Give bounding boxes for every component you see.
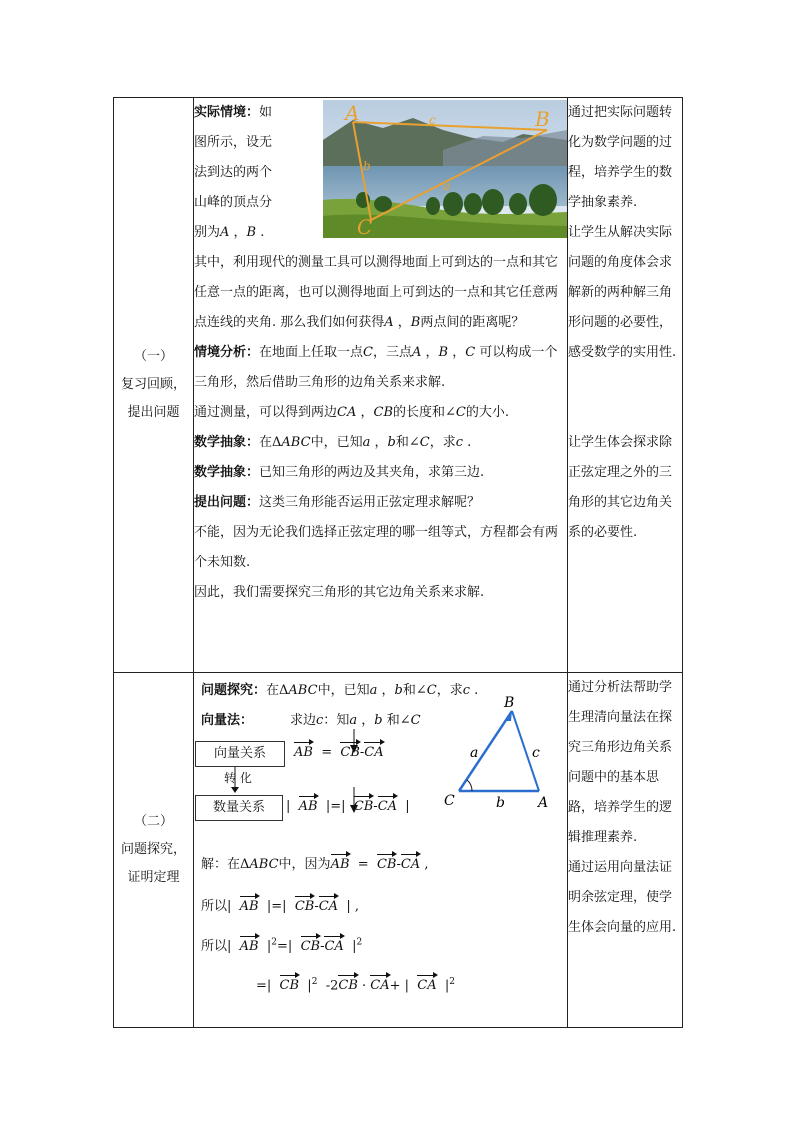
table-row bbox=[114, 673, 683, 1028]
measure-text: 通过测量，可以得到两边 bbox=[194, 405, 338, 420]
var-a: A bbox=[412, 345, 422, 360]
inquiry-text: 和 bbox=[402, 683, 416, 698]
solution-line-3: 所以| AB $|^2=|$ CB-CA $|^2$ bbox=[201, 937, 363, 954]
var-c: C bbox=[363, 345, 373, 360]
section-number: （二） bbox=[133, 814, 173, 829]
scenario-text: 别为 bbox=[194, 225, 221, 240]
analysis-text: 在地面上任取一点 bbox=[259, 345, 364, 360]
solution-text: 解：在 bbox=[201, 857, 241, 872]
goal-text: 知 bbox=[336, 713, 350, 728]
section-title-line: 证明定理 bbox=[127, 870, 180, 885]
transform-text: 转 bbox=[224, 771, 237, 785]
solution-line-4: =| CB $|^2$ -2CB · CA+ | CA $|^2$ bbox=[256, 977, 456, 994]
section-title-line: 问题探究， bbox=[120, 842, 186, 857]
abstract2-text: 已知三角形的两边及其夹角，求第三边. bbox=[259, 465, 485, 480]
photo-label-a: A bbox=[345, 101, 360, 125]
content-cell-1 bbox=[194, 98, 568, 673]
photo-label-b: B bbox=[535, 107, 550, 131]
var-b: B bbox=[246, 225, 257, 240]
solution-text: 所以 bbox=[201, 939, 228, 954]
vector-equation: AB = CB-CA bbox=[294, 745, 384, 760]
var-b: B bbox=[410, 315, 421, 330]
goal-text: 求边 bbox=[290, 713, 317, 728]
quantity-relation-box: 数量关系 bbox=[195, 795, 283, 821]
measure-text: 的长度和 bbox=[393, 405, 446, 420]
scenario-text: 别为A ，B . bbox=[194, 225, 265, 240]
goal-text: 和 bbox=[386, 713, 400, 728]
abstract-text: 在 bbox=[259, 435, 273, 450]
section-number: （一） bbox=[133, 349, 173, 364]
teaching-note: 让学生体会探求除正弦定理之外的三角形的其它边角关系的必要性. bbox=[568, 435, 673, 540]
photo-side-b: b bbox=[363, 159, 371, 173]
inquiry-line: 问题探究：在ΔABC中，已知a ，b和∠C，求c . bbox=[201, 683, 479, 698]
section-title-line: 提出问题 bbox=[127, 405, 180, 420]
abstract-label: 数学抽象： bbox=[194, 435, 260, 450]
var-c: C bbox=[465, 345, 476, 360]
diagram-side-b: b bbox=[496, 795, 505, 811]
analysis-text: 可以构成一个三角形，然后借助三角形的边角关系来求解. bbox=[194, 345, 558, 390]
scenario-text: 法到达的两个 bbox=[194, 165, 273, 180]
question-text: 这类三角形能否运用正弦定理求解呢？ bbox=[259, 495, 481, 510]
question-line bbox=[194, 488, 567, 518]
notes-cell-2 bbox=[568, 673, 683, 1028]
measure-text: 的大小. bbox=[465, 405, 510, 420]
solution-text: 所以 bbox=[201, 899, 228, 914]
para-text: 其中，利用现代的测量工具可以测得地面上可到达的一点和其它任意一点的距离，也可以测得地面上可到达的一点和其它任意两点连线的夹角. 那么我们如何获得 bbox=[194, 255, 559, 330]
vector-method-label: 向量法： bbox=[201, 713, 254, 728]
table-row bbox=[114, 98, 683, 673]
photo-side-a: a bbox=[443, 179, 451, 193]
goal-line: 求边c：知a ，b 和∠C bbox=[290, 713, 421, 728]
transform-label bbox=[224, 769, 252, 786]
inquiry-label: 问题探究： bbox=[201, 683, 267, 698]
measure-line: 通过测量，可以得到两边CA ，CB的长度和∠C的大小. bbox=[194, 405, 510, 420]
abstract2-label: 数学抽象： bbox=[194, 465, 260, 480]
teaching-note: 让学生从解决实际问题的角度体会求解新的两种解三角形问题的必要性，感受数学的实用性. bbox=[568, 225, 677, 360]
notes-cell-1 bbox=[568, 98, 683, 673]
lake-mountain-photo bbox=[323, 100, 567, 238]
solution-text: 中，因为 bbox=[278, 857, 331, 872]
inquiry-text: 在 bbox=[266, 683, 280, 698]
teaching-note: 通过把实际问题转化为数学问题的过程，培养学生的数学抽象素养. bbox=[568, 105, 673, 210]
conclusion-text: 因此，我们需要探究三角形的其它边角关系来求解. bbox=[194, 585, 485, 600]
abstract-text: ，求 bbox=[429, 435, 456, 450]
section-title-line: 复习回顾， bbox=[120, 377, 186, 392]
section-label-2 bbox=[114, 673, 194, 1028]
inquiry-text: 中，已知 bbox=[317, 683, 370, 698]
triangle-diagram bbox=[442, 695, 562, 815]
question-label: 提出问题： bbox=[194, 495, 260, 510]
analysis-line: 情境分析：在地面上任取一点C，三点A ，B ，C 可以构成一个三角形，然后借助三角形的边角关系来求解. bbox=[194, 345, 558, 390]
transform-text: 化 bbox=[239, 771, 252, 785]
scenario-text: 山峰的顶点分 bbox=[194, 195, 273, 210]
lesson-table bbox=[113, 97, 683, 1028]
abstract-text: 中，已知 bbox=[310, 435, 363, 450]
content-cell-2 bbox=[194, 673, 568, 1028]
magnitude-equation: | AB |=| CB-CA | bbox=[286, 799, 410, 814]
teaching-note: 通过运用向量法证明余弦定理，使学生体会向量的应用. bbox=[568, 860, 677, 935]
var-a: A bbox=[384, 315, 394, 330]
var-a: A bbox=[220, 225, 230, 240]
scenario-text: 如 bbox=[259, 105, 273, 120]
answer-text: 不能，因为无论我们选择正弦定理的哪一组等式，方程都会有两个未知数. bbox=[194, 525, 559, 570]
photo-label-c: C bbox=[357, 215, 373, 238]
analysis-text: ，三点 bbox=[372, 345, 412, 360]
para-text: 两点间的距离呢？ bbox=[420, 315, 525, 330]
section-label-1 bbox=[114, 98, 194, 673]
solution-line-2: 所以| AB |=| CB-CA | , bbox=[201, 899, 359, 914]
teaching-note: 通过分析法帮助学生理清向量法在探究三角形边角关系问题中的基本思路，培养学生的逻辑推理素养. bbox=[568, 680, 673, 845]
scenario-text: 图所示，设无 bbox=[194, 135, 273, 150]
diagram-label-a: A bbox=[538, 795, 549, 811]
scenario-label: 实际情境： bbox=[194, 105, 260, 120]
para-1: 其中，利用现代的测量工具可以测得地面上可到达的一点和其它任意一点的距离，也可以测得地面上可到达的一点和其它任意两点连线的夹角. 那么我们如何获得A ，B两点间的距离呢？ bbox=[194, 255, 559, 330]
diagram-side-c: c bbox=[532, 745, 540, 761]
vector-relation-box: 向量关系 bbox=[195, 741, 285, 767]
photo-side-c: c bbox=[429, 113, 436, 127]
abstract-line: 数学抽象：在ΔABC中，已知a ，b和∠C，求c . bbox=[194, 435, 472, 450]
diagram-side-a: a bbox=[470, 745, 479, 761]
inquiry-text: ，求 bbox=[436, 683, 463, 698]
analysis-label: 情境分析： bbox=[194, 345, 260, 360]
var-b: B bbox=[438, 345, 449, 360]
diagram-label-c: C bbox=[444, 793, 455, 809]
solution-line-1: 解：在ΔABC中，因为AB = CB-CA , bbox=[201, 857, 429, 872]
diagram-label-b: B bbox=[504, 695, 515, 711]
abstract-text: 和 bbox=[395, 435, 409, 450]
abstract2-line bbox=[194, 458, 567, 488]
